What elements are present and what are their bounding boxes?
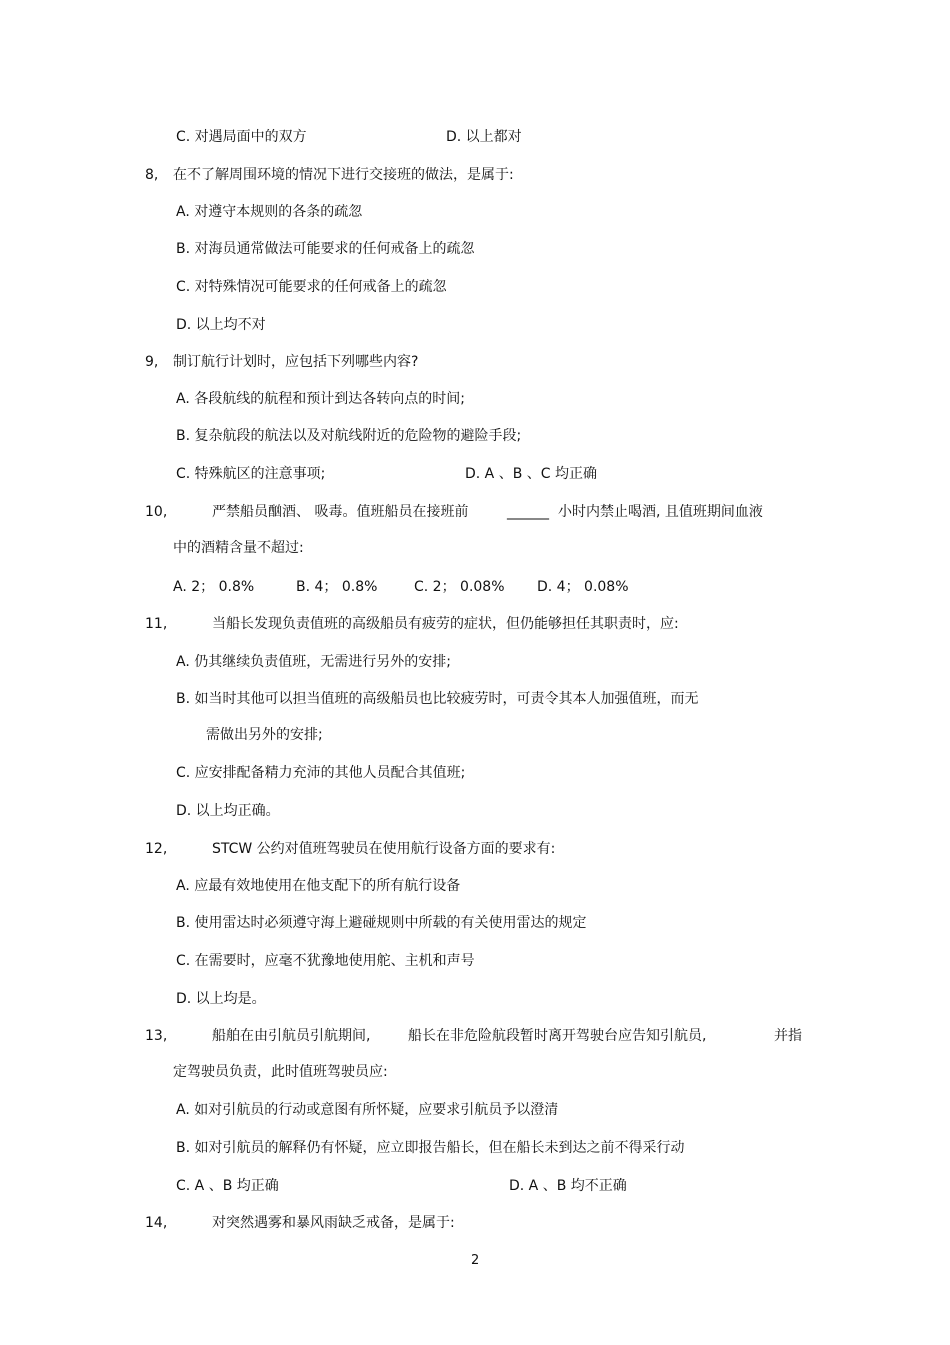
question-number: 13, bbox=[145, 1028, 168, 1044]
question-text-continued: 定驾驶员负责，此时值班驾驶员应: bbox=[173, 1064, 388, 1080]
question-number: 14, bbox=[145, 1215, 168, 1231]
option-d: D. 以上均不对 bbox=[176, 317, 266, 333]
question-number: 11, bbox=[145, 616, 168, 632]
question-text: 船舶在由引航员引航期间, bbox=[212, 1028, 371, 1044]
option-c: C. 特殊航区的注意事项; bbox=[176, 466, 326, 482]
question-number: 8, bbox=[145, 167, 159, 183]
question-text: 制订航行计划时，应包括下列哪些内容? bbox=[173, 354, 419, 370]
option-b: B. 如当时其他可以担当值班的高级船员也比较疲劳时，可责令其本人加强值班，而无 bbox=[176, 691, 699, 707]
question-text: 在不了解周围环境的情况下进行交接班的做法，是属于: bbox=[173, 167, 514, 183]
option-b: B. 使用雷达时必须遵守海上避碰规则中所载的有关使用雷达的规定 bbox=[176, 915, 587, 931]
option-c: C. 对遇局面中的双方 bbox=[176, 129, 307, 145]
option-b: B. 如对引航员的解释仍有怀疑，应立即报告船长，但在船长未到达之前不得采行动 bbox=[176, 1140, 685, 1156]
option-d: D. A 、B 、C 均正确 bbox=[465, 466, 597, 482]
question-text: STCW 公约对值班驾驶员在使用航行设备方面的要求有: bbox=[212, 841, 556, 857]
question-text-continued: 中的酒精含量不超过: bbox=[173, 540, 304, 556]
question-number: 10, bbox=[145, 504, 168, 520]
option-c: C. 对特殊情况可能要求的任何戒备上的疏忽 bbox=[176, 279, 447, 295]
question-text: 小时内禁止喝酒, 且值班期间血液 bbox=[558, 504, 763, 520]
page-number: 2 bbox=[471, 1253, 480, 1268]
option-a: A. 如对引航员的行动或意图有所怀疑，应要求引航员予以澄清 bbox=[176, 1102, 559, 1118]
question-text: 当船长发现负责值班的高级船员有疲劳的症状，但仍能够担任其职责时，应: bbox=[212, 616, 679, 632]
question-number: 12, bbox=[145, 841, 168, 857]
option-d: D. 4； 0.08% bbox=[537, 579, 629, 595]
option-d: D. 以上均是。 bbox=[176, 991, 266, 1007]
option-a: A. 仍其继续负责值班，无需进行另外的安排; bbox=[176, 654, 451, 670]
question-text: 船长在非危险航段暂时离开驾驶台应告知引航员, bbox=[408, 1028, 707, 1044]
question-text: 对突然遇雾和暴风雨缺乏戒备，是属于: bbox=[212, 1215, 455, 1231]
option-d: D. A 、B 均不正确 bbox=[509, 1178, 627, 1194]
option-d: D. 以上都对 bbox=[446, 129, 522, 145]
option-c: C. A 、B 均正确 bbox=[176, 1178, 279, 1194]
question-number: 9, bbox=[145, 354, 159, 370]
option-a: A. 2； 0.8% bbox=[173, 579, 255, 595]
option-d: D. 以上均正确。 bbox=[176, 803, 280, 819]
option-c: C. 在需要时，应毫不犹豫地使用舵、主机和声号 bbox=[176, 953, 475, 969]
option-c: C. 应安排配备精力充沛的其他人员配合其值班; bbox=[176, 765, 466, 781]
option-a: A. 应最有效地使用在他支配下的所有航行设备 bbox=[176, 878, 461, 894]
option-c: C. 2； 0.08% bbox=[414, 579, 505, 595]
option-a: A. 对遵守本规则的各条的疏忽 bbox=[176, 204, 363, 220]
option-b-continued: 需做出另外的安排; bbox=[206, 727, 323, 743]
option-b: B. 对海员通常做法可能要求的任何戒备上的疏忽 bbox=[176, 241, 475, 257]
option-b: B. 4； 0.8% bbox=[296, 579, 378, 595]
question-text: 并指 bbox=[774, 1028, 802, 1044]
option-b: B. 复杂航段的航法以及对航线附近的危险物的避险手段; bbox=[176, 428, 522, 444]
option-a: A. 各段航线的航程和预计到达各转向点的时间; bbox=[176, 391, 465, 407]
question-text: 严禁船员酗酒、 吸毒。值班船员在接班前 bbox=[212, 504, 469, 520]
fill-blank: ______ bbox=[507, 504, 549, 520]
